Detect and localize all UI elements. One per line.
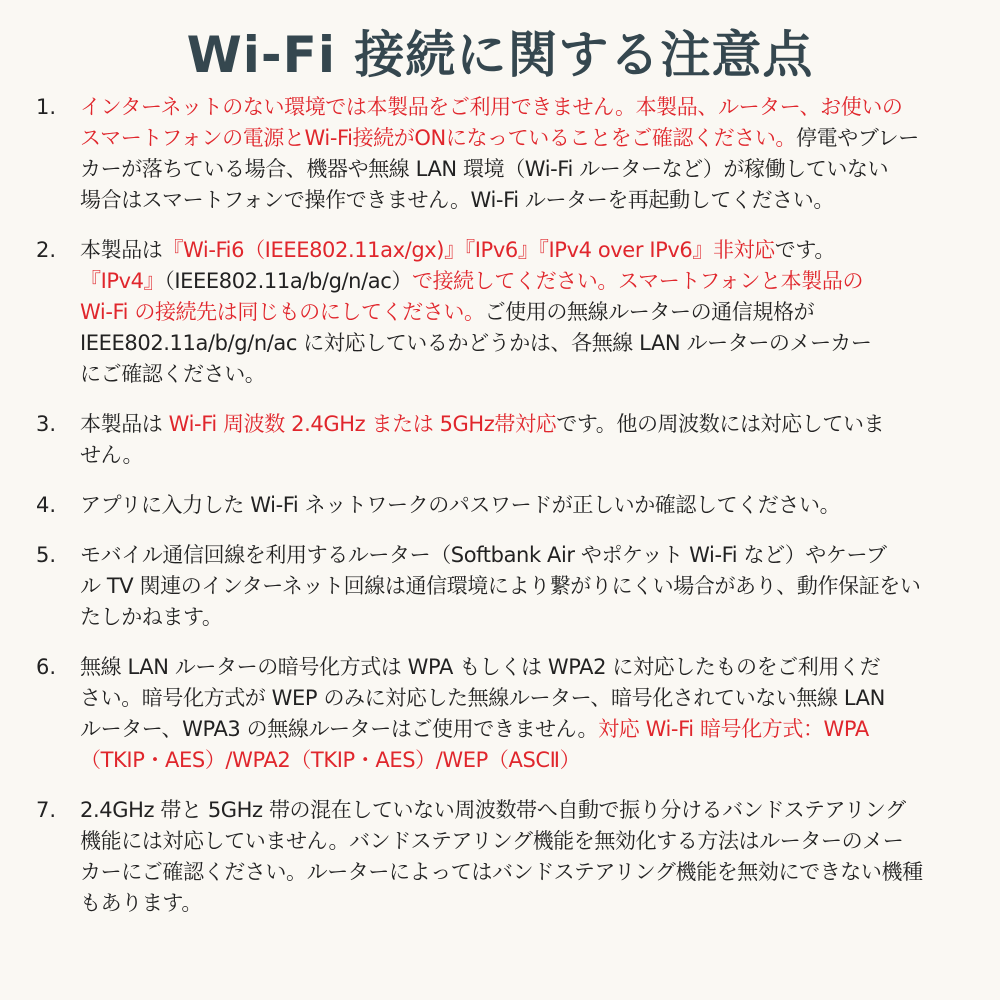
item-number: 5. [36,543,57,567]
item-text [80,652,964,776]
text-line [80,490,964,521]
body-text: 停電やブレー [796,126,919,150]
page-title: Wi-Fi 接続に関する注意点 [186,26,814,84]
text-line [80,185,964,216]
highlight-text: インターネットのない環境では本製品をご利用できません。本製品、ルーター、お使いの [80,95,903,119]
item-number: 3. [36,412,57,436]
text-line [80,92,964,123]
text-line [80,745,964,776]
item-text [80,795,964,919]
item-text [80,540,964,633]
body-text: IEEE802.11a/b/g/n/ac に対応しているかどうかは、各無線 LAN ルーターのメーカー [80,331,872,355]
body-text: 無線 LAN ルーターの暗号化方式は WPA もしくは WPA2 に対応したものをご利用くだ [80,655,881,679]
list-item [0,540,1000,633]
highlight-text: スマートフォンの電源とWi-Fi接続がONになっていることをご確認ください。 [80,126,797,150]
item-text [80,409,964,471]
body-text: （IEEE802.11a/b/g/n/ac） [164,269,412,293]
text-line [80,235,964,266]
text-line [80,359,964,390]
list-item [0,490,1000,521]
text-line [80,266,964,297]
text-line [80,826,964,857]
highlight-text: Wi-Fi 周波数 2.4GHz または 5GHz帯対応 [162,412,557,436]
item-number: 4. [36,493,57,517]
body-text: ルーター、WPA3 の無線ルーターはご使用できません。 [80,717,599,741]
highlight-text: Wi-Fi の接続先は同じものにしてください。 [80,300,485,324]
text-line [80,795,964,826]
body-text: にご確認ください。 [80,362,266,386]
body-text: ご使用の無線ルーターの通信規格が [484,300,815,324]
text-line [80,683,964,714]
item-number: 1. [36,95,57,119]
body-text: 本製品は [80,238,163,262]
body-text: です。他の周波数には対応していま [556,412,885,436]
item-text [80,490,964,521]
text-line [80,297,964,328]
list-item [0,235,1000,390]
body-text: です。 [774,238,835,262]
body-text: 2.4GHz 帯と 5GHz 帯の混在していない周波数帯へ自動で振り分けるバンドステアリング [80,798,906,822]
text-line [80,571,964,602]
text-line [80,888,964,919]
text-line [80,540,964,571]
text-line [80,154,964,185]
text-line [80,652,964,683]
body-text: 本製品は [80,412,163,436]
body-text: もあります。 [80,891,202,915]
body-text: たしかねます。 [80,605,223,629]
list-item [0,409,1000,471]
body-text: さい。暗号化方式が WEP のみに対応した無線ルーター、暗号化されていない無線 LAN [80,686,885,710]
body-text: 場合はスマートフォンで操作できません。Wi-Fi ルーターを再起動してください。 [80,188,834,212]
body-text: モバイル通信回線を利用するルーター（Softbank Air やポケット Wi-Fi など）やケーブ [80,543,887,567]
item-number: 2. [36,238,57,262]
item-text [80,92,964,216]
list-item [0,92,1000,216]
text-line [80,328,964,359]
body-text: カーにご確認ください。ルーターによってはバンドステアリング機能を無効にできない機種 [80,860,923,884]
text-line [80,857,964,888]
body-text: 機能には対応していません。バンドステアリング機能を無効化する方法はルーターのメー [80,829,904,853]
item-number: 7. [36,798,57,822]
highlight-text: （TKIP・AES）/WPA2（TKIP・AES）/WEP（ASCⅡ） [80,748,581,772]
highlight-text: で接続してください。スマートフォンと本製品の [411,269,864,293]
highlight-text: 対応 Wi-Fi 暗号化方式：WPA [598,717,869,741]
notice-list [0,92,1000,938]
item-text [80,235,964,390]
text-line [80,409,964,440]
body-text: アプリに入力した Wi-Fi ネットワークのパスワードが正しいか確認してください。 [80,493,841,517]
body-text: せん。 [80,443,144,467]
body-text: ル TV 関連のインターネット回線は通信環境により繋がりにくい場合があり、動作保証をい [80,574,921,598]
text-line [80,714,964,745]
text-line [80,602,964,633]
text-line [80,123,964,154]
highlight-text: 『IPv4』 [80,269,165,293]
highlight-text: 『Wi-Fi6（IEEE802.11ax/gx)』『IPv6』『IPv4 over IPv6』非対応 [162,238,775,262]
text-line [80,440,964,471]
item-number: 6. [36,655,57,679]
list-item [0,652,1000,776]
list-item [0,795,1000,919]
body-text: カーが落ちている場合、機器や無線 LAN 環境（Wi-Fi ルーターなど）が稼働していない [80,157,889,181]
